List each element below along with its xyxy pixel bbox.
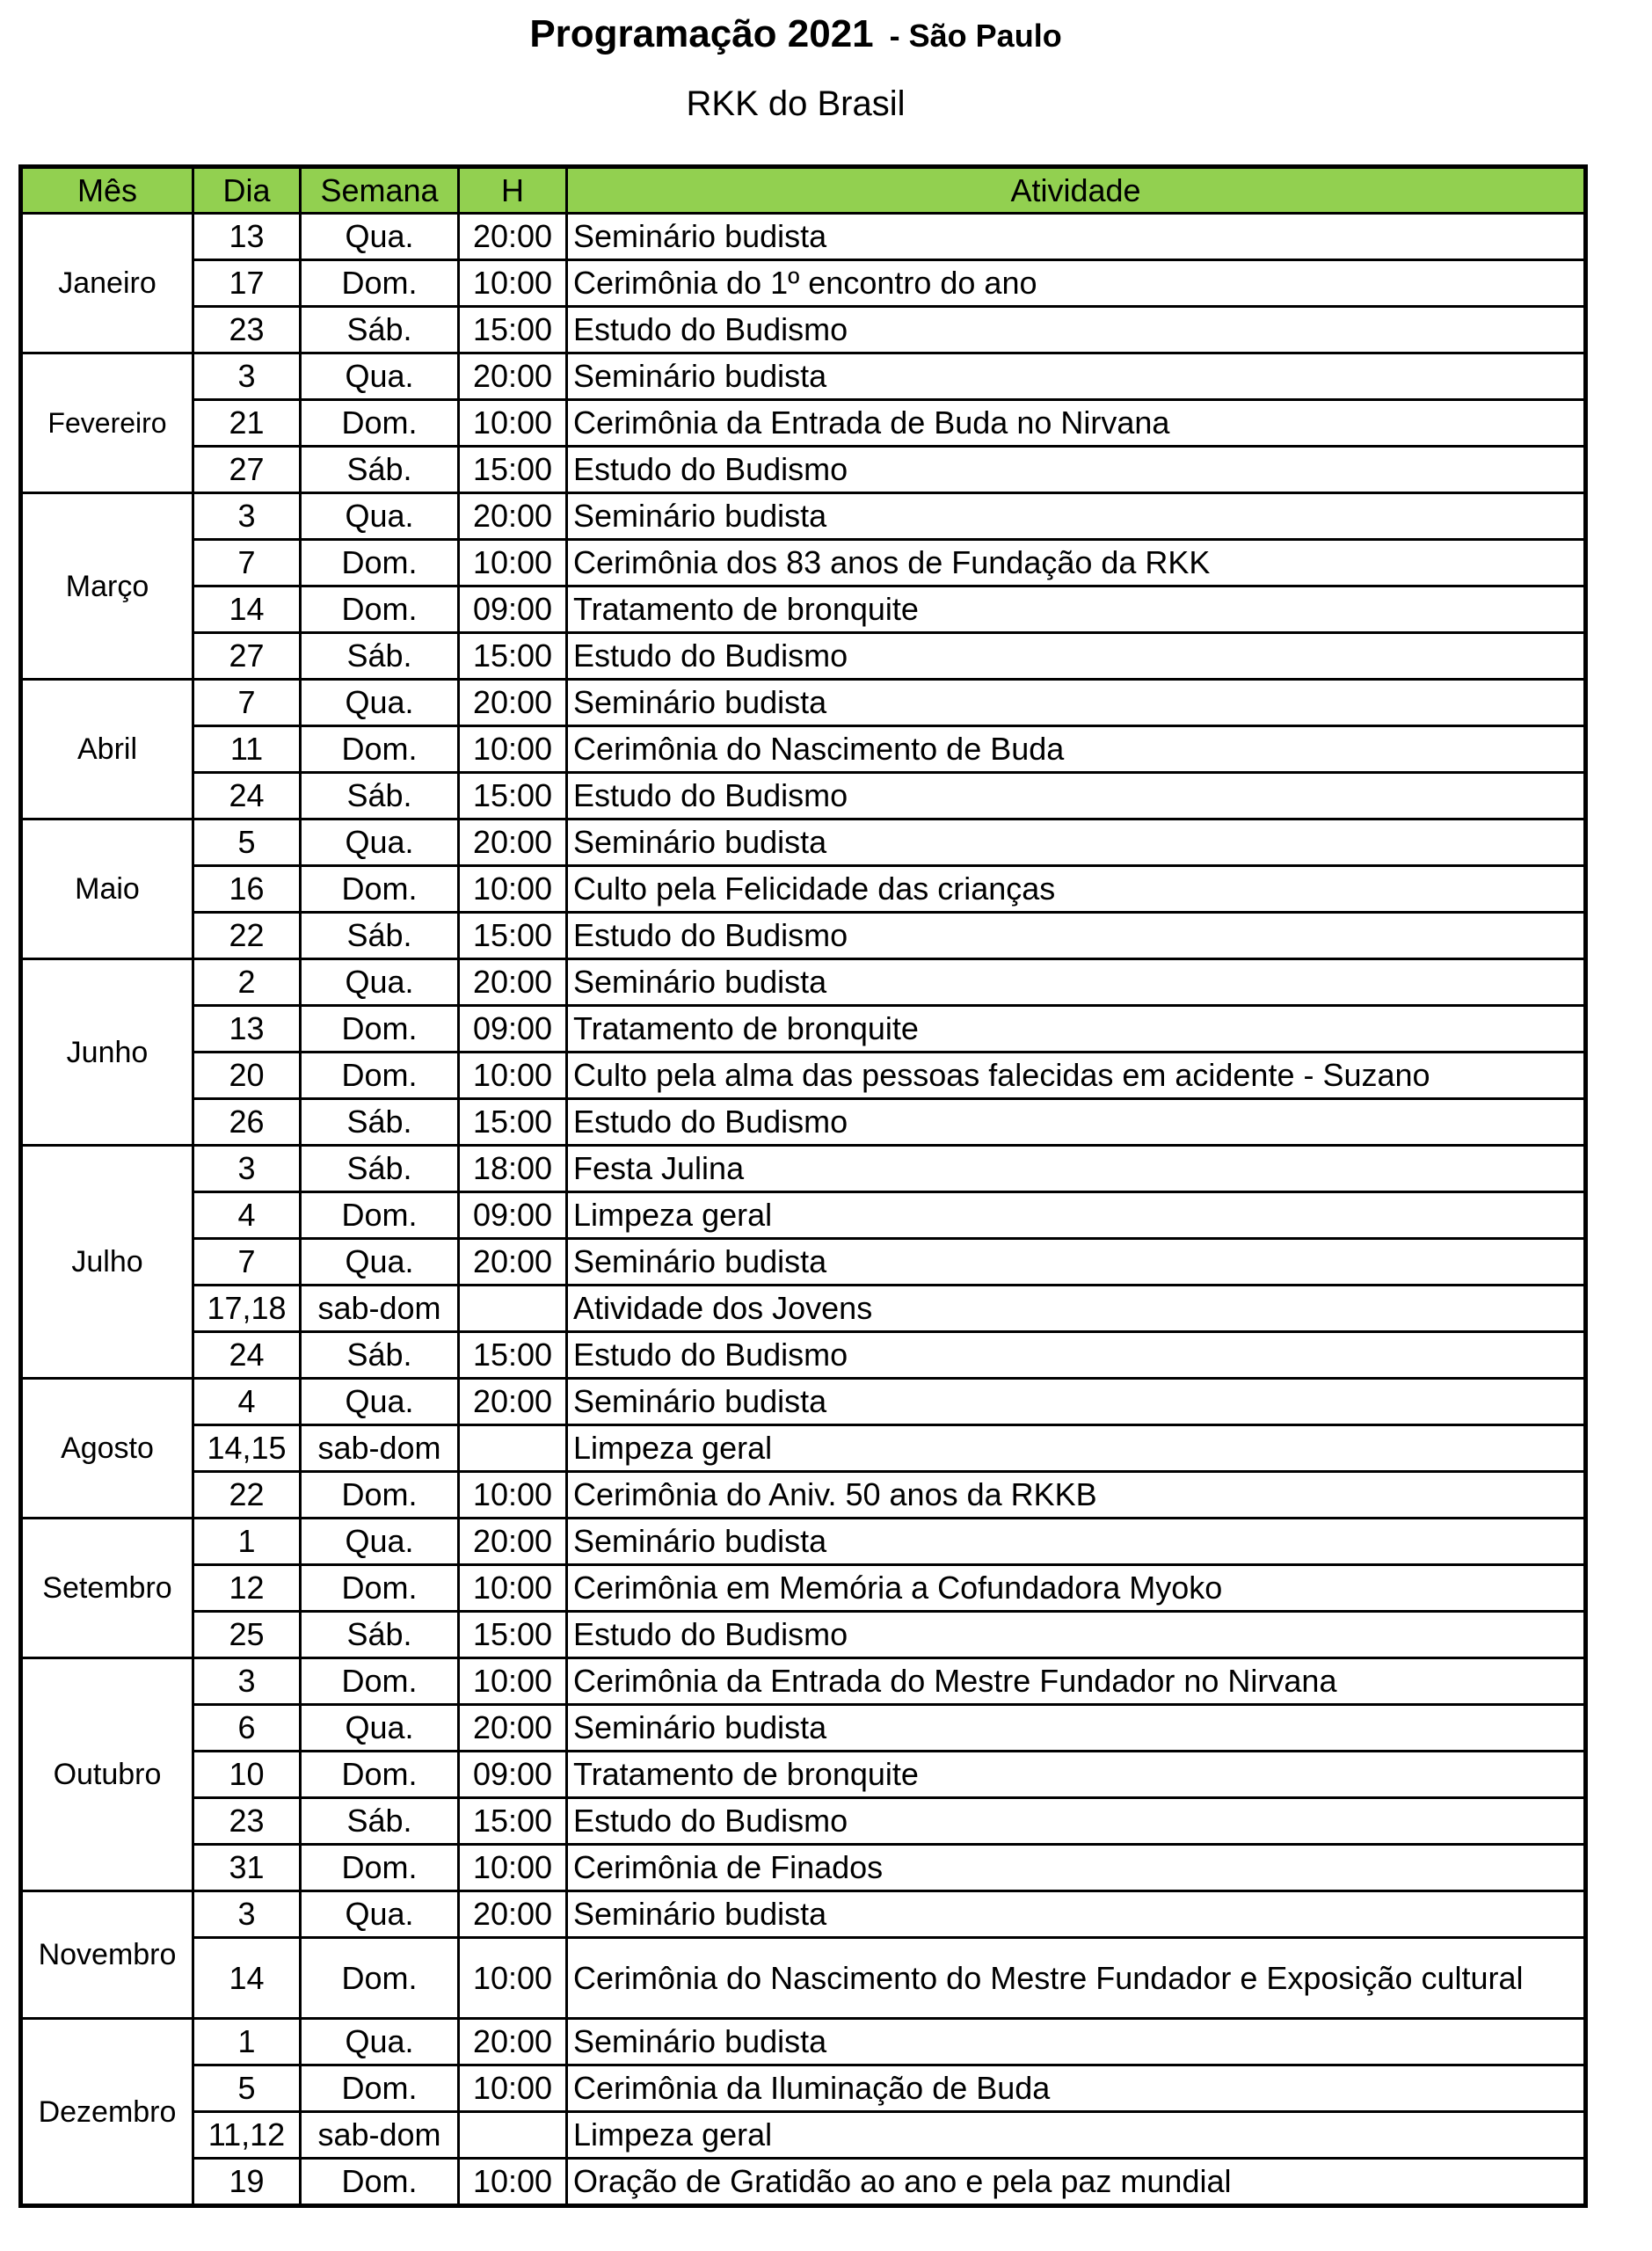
- table-row: [21, 1379, 1586, 1425]
- hour-cell: 10:00: [459, 1472, 567, 1519]
- hour-cell: 10:00: [459, 866, 567, 913]
- table-row: [21, 1286, 1586, 1332]
- weekday-cell: Sáb.: [301, 773, 459, 820]
- activity-cell: Culto pela Felicidade das crianças: [567, 866, 1586, 913]
- activity-cell: Seminário budista: [567, 1891, 1586, 1938]
- weekday-cell: Dom.: [301, 1006, 459, 1053]
- hour-cell: 20:00: [459, 1379, 567, 1425]
- day-cell: 14,15: [193, 1425, 301, 1472]
- day-cell: 12: [193, 1565, 301, 1612]
- hour-cell: 15:00: [459, 447, 567, 493]
- weekday-cell: Qua.: [301, 353, 459, 400]
- day-cell: 13: [193, 1006, 301, 1053]
- month-cell: Agosto: [21, 1379, 193, 1519]
- hour-cell: 20:00: [459, 959, 567, 1006]
- activity-cell: Estudo do Budismo: [567, 913, 1586, 959]
- day-cell: 22: [193, 913, 301, 959]
- weekday-cell: Qua.: [301, 820, 459, 866]
- weekday-cell: Sáb.: [301, 307, 459, 353]
- hour-cell: 09:00: [459, 1006, 567, 1053]
- table-row: [21, 2065, 1586, 2112]
- weekday-cell: Dom.: [301, 1658, 459, 1705]
- table-row: [21, 214, 1586, 260]
- column-header-activity: Atividade: [567, 167, 1586, 214]
- table-row: [21, 1192, 1586, 1239]
- hour-cell: 20:00: [459, 680, 567, 726]
- activity-cell: Cerimônia em Memória a Cofundadora Myoko: [567, 1565, 1586, 1612]
- activity-cell: Cerimônia dos 83 anos de Fundação da RKK: [567, 540, 1586, 586]
- weekday-cell: Qua.: [301, 680, 459, 726]
- activity-cell: Seminário budista: [567, 1379, 1586, 1425]
- hour-cell: 09:00: [459, 586, 567, 633]
- weekday-cell: Sáb.: [301, 913, 459, 959]
- hour-cell: 10:00: [459, 1565, 567, 1612]
- hour-cell: 20:00: [459, 1519, 567, 1565]
- table-row: [21, 959, 1586, 1006]
- day-cell: 25: [193, 1612, 301, 1658]
- table-row: [21, 680, 1586, 726]
- table-row: [21, 1612, 1586, 1658]
- weekday-cell: Qua.: [301, 1891, 459, 1938]
- hour-cell: 10:00: [459, 1845, 567, 1891]
- month-cell: Março: [21, 493, 193, 680]
- table-row: [21, 260, 1586, 307]
- table-row: [21, 913, 1586, 959]
- hour-cell: 15:00: [459, 1612, 567, 1658]
- table-row: [21, 1845, 1586, 1891]
- day-cell: 27: [193, 447, 301, 493]
- activity-cell: Seminário budista: [567, 680, 1586, 726]
- month-cell: Janeiro: [21, 214, 193, 353]
- table-row: [21, 1006, 1586, 1053]
- weekday-cell: Dom.: [301, 586, 459, 633]
- activity-cell: Limpeza geral: [567, 1192, 1586, 1239]
- month-cell: Novembro: [21, 1891, 193, 2019]
- month-cell: Dezembro: [21, 2019, 193, 2206]
- weekday-cell: Dom.: [301, 1472, 459, 1519]
- hour-cell: 15:00: [459, 307, 567, 353]
- day-cell: 10: [193, 1752, 301, 1798]
- day-cell: 31: [193, 1845, 301, 1891]
- day-cell: 20: [193, 1053, 301, 1099]
- activity-cell: Seminário budista: [567, 214, 1586, 260]
- day-cell: 4: [193, 1192, 301, 1239]
- table-row: [21, 820, 1586, 866]
- column-header-weekday: Semana: [301, 167, 459, 214]
- month-cell: Fevereiro: [21, 353, 193, 493]
- weekday-cell: Qua.: [301, 1239, 459, 1286]
- table-row: [21, 1658, 1586, 1705]
- day-cell: 3: [193, 353, 301, 400]
- table-row: [21, 633, 1586, 680]
- hour-cell: 20:00: [459, 2019, 567, 2065]
- table-row: [21, 1752, 1586, 1798]
- schedule-table: [18, 164, 1588, 2208]
- day-cell: 16: [193, 866, 301, 913]
- weekday-cell: Sáb.: [301, 1798, 459, 1845]
- table-row: [21, 2112, 1586, 2159]
- day-cell: 23: [193, 307, 301, 353]
- hour-cell: 20:00: [459, 353, 567, 400]
- activity-cell: Estudo do Budismo: [567, 633, 1586, 680]
- activity-cell: Atividade dos Jovens: [567, 1286, 1586, 1332]
- weekday-cell: Dom.: [301, 1752, 459, 1798]
- activity-cell: Cerimônia da Iluminação de Buda: [567, 2065, 1586, 2112]
- table-row: [21, 447, 1586, 493]
- hour-cell: 20:00: [459, 1891, 567, 1938]
- weekday-cell: Qua.: [301, 2019, 459, 2065]
- activity-cell: Festa Julina: [567, 1146, 1586, 1192]
- weekday-cell: Qua.: [301, 214, 459, 260]
- activity-cell: Seminário budista: [567, 820, 1586, 866]
- table-row: [21, 1146, 1586, 1192]
- activity-cell: Seminário budista: [567, 493, 1586, 540]
- day-cell: 23: [193, 1798, 301, 1845]
- activity-cell: Seminário budista: [567, 1239, 1586, 1286]
- table-row: [21, 1798, 1586, 1845]
- title-location: - São Paulo: [889, 18, 1062, 54]
- activity-cell: Cerimônia da Entrada de Buda no Nirvana: [567, 400, 1586, 447]
- weekday-cell: Sáb.: [301, 633, 459, 680]
- weekday-cell: sab-dom: [301, 1286, 459, 1332]
- weekday-cell: Dom.: [301, 540, 459, 586]
- weekday-cell: Dom.: [301, 1192, 459, 1239]
- weekday-cell: Qua.: [301, 959, 459, 1006]
- activity-cell: Tratamento de bronquite: [567, 1006, 1586, 1053]
- table-row: [21, 1332, 1586, 1379]
- weekday-cell: Dom.: [301, 2065, 459, 2112]
- weekday-cell: Dom.: [301, 260, 459, 307]
- day-cell: 5: [193, 2065, 301, 2112]
- activity-cell: Cerimônia do 1º encontro do ano: [567, 260, 1586, 307]
- activity-cell: Seminário budista: [567, 1519, 1586, 1565]
- day-cell: 17,18: [193, 1286, 301, 1332]
- month-cell: Julho: [21, 1146, 193, 1379]
- hour-cell: 20:00: [459, 214, 567, 260]
- month-cell: Outubro: [21, 1658, 193, 1891]
- page-subtitle: RKK do Brasil: [686, 84, 906, 123]
- hour-cell: 15:00: [459, 773, 567, 820]
- hour-cell: 10:00: [459, 1938, 567, 2019]
- weekday-cell: Dom.: [301, 1053, 459, 1099]
- hour-cell: [459, 2112, 567, 2159]
- table-row: [21, 353, 1586, 400]
- hour-cell: 18:00: [459, 1146, 567, 1192]
- activity-cell: Estudo do Budismo: [567, 1612, 1586, 1658]
- day-cell: 3: [193, 1891, 301, 1938]
- day-cell: 26: [193, 1099, 301, 1146]
- activity-cell: Limpeza geral: [567, 2112, 1586, 2159]
- hour-cell: [459, 1286, 567, 1332]
- day-cell: 24: [193, 773, 301, 820]
- day-cell: 1: [193, 2019, 301, 2065]
- activity-cell: Limpeza geral: [567, 1425, 1586, 1472]
- table-row: [21, 2019, 1586, 2065]
- table-row: [21, 2159, 1586, 2206]
- day-cell: 22: [193, 1472, 301, 1519]
- weekday-cell: Sáb.: [301, 1099, 459, 1146]
- weekday-cell: Dom.: [301, 1938, 459, 2019]
- day-cell: 3: [193, 493, 301, 540]
- weekday-cell: Dom.: [301, 1845, 459, 1891]
- table-row: [21, 586, 1586, 633]
- day-cell: 11,12: [193, 2112, 301, 2159]
- column-header-hour: H: [459, 167, 567, 214]
- month-cell: Setembro: [21, 1519, 193, 1658]
- day-cell: 14: [193, 586, 301, 633]
- table-row: [21, 493, 1586, 540]
- table-row: [21, 307, 1586, 353]
- hour-cell: 10:00: [459, 2065, 567, 2112]
- weekday-cell: Dom.: [301, 1565, 459, 1612]
- table-row: [21, 1099, 1586, 1146]
- hour-cell: [459, 1425, 567, 1472]
- weekday-cell: Dom.: [301, 2159, 459, 2206]
- table-row: [21, 1565, 1586, 1612]
- month-cell: Maio: [21, 820, 193, 959]
- hour-cell: 20:00: [459, 1239, 567, 1286]
- hour-cell: 20:00: [459, 1705, 567, 1752]
- weekday-cell: Sáb.: [301, 447, 459, 493]
- hour-cell: 10:00: [459, 726, 567, 773]
- month-cell: Junho: [21, 959, 193, 1146]
- table-row: [21, 1938, 1586, 2019]
- table-row: [21, 1891, 1586, 1938]
- activity-cell: Estudo do Budismo: [567, 447, 1586, 493]
- day-cell: 3: [193, 1146, 301, 1192]
- activity-cell: Estudo do Budismo: [567, 307, 1586, 353]
- weekday-cell: Dom.: [301, 400, 459, 447]
- weekday-cell: sab-dom: [301, 2112, 459, 2159]
- activity-cell: Estudo do Budismo: [567, 1798, 1586, 1845]
- activity-cell: Oração de Gratidão ao ano e pela paz mundial: [567, 2159, 1586, 2206]
- day-cell: 1: [193, 1519, 301, 1565]
- day-cell: 19: [193, 2159, 301, 2206]
- column-header-day: Dia: [193, 167, 301, 214]
- table-row: [21, 773, 1586, 820]
- title-main: Programação 2021: [529, 12, 874, 55]
- activity-cell: Cerimônia do Nascimento do Mestre Fundador e Exposição cultural: [567, 1938, 1586, 2019]
- hour-cell: 15:00: [459, 1332, 567, 1379]
- page-title: [0, 12, 1591, 56]
- hour-cell: 09:00: [459, 1752, 567, 1798]
- activity-cell: Cerimônia da Entrada do Mestre Fundador no Nirvana: [567, 1658, 1586, 1705]
- hour-cell: 20:00: [459, 493, 567, 540]
- table-row: [21, 1053, 1586, 1099]
- activity-cell: Estudo do Budismo: [567, 1332, 1586, 1379]
- column-header-month: Mês: [21, 167, 193, 214]
- hour-cell: 15:00: [459, 1099, 567, 1146]
- weekday-cell: Qua.: [301, 493, 459, 540]
- table-row: [21, 1239, 1586, 1286]
- day-cell: 27: [193, 633, 301, 680]
- hour-cell: 20:00: [459, 820, 567, 866]
- activity-cell: Seminário budista: [567, 1705, 1586, 1752]
- weekday-cell: Sáb.: [301, 1612, 459, 1658]
- table-row: [21, 866, 1586, 913]
- hour-cell: 15:00: [459, 913, 567, 959]
- table-row: [21, 1705, 1586, 1752]
- table-header-row: [21, 167, 1586, 214]
- activity-cell: Cerimônia do Aniv. 50 anos da RKKB: [567, 1472, 1586, 1519]
- activity-cell: Cerimônia do Nascimento de Buda: [567, 726, 1586, 773]
- day-cell: 11: [193, 726, 301, 773]
- table-row: [21, 400, 1586, 447]
- hour-cell: 10:00: [459, 1053, 567, 1099]
- day-cell: 14: [193, 1938, 301, 2019]
- day-cell: 21: [193, 400, 301, 447]
- hour-cell: 10:00: [459, 1658, 567, 1705]
- hour-cell: 10:00: [459, 400, 567, 447]
- day-cell: 24: [193, 1332, 301, 1379]
- hour-cell: 10:00: [459, 540, 567, 586]
- day-cell: 17: [193, 260, 301, 307]
- activity-cell: Cerimônia de Finados: [567, 1845, 1586, 1891]
- day-cell: 7: [193, 680, 301, 726]
- day-cell: 4: [193, 1379, 301, 1425]
- day-cell: 7: [193, 540, 301, 586]
- activity-cell: Tratamento de bronquite: [567, 586, 1586, 633]
- table-row: [21, 1472, 1586, 1519]
- day-cell: 2: [193, 959, 301, 1006]
- activity-cell: Seminário budista: [567, 353, 1586, 400]
- activity-cell: Tratamento de bronquite: [567, 1752, 1586, 1798]
- activity-cell: Estudo do Budismo: [567, 773, 1586, 820]
- schedule-body: [21, 214, 1586, 2206]
- weekday-cell: Qua.: [301, 1705, 459, 1752]
- weekday-cell: Sáb.: [301, 1332, 459, 1379]
- day-cell: 6: [193, 1705, 301, 1752]
- activity-cell: Seminário budista: [567, 2019, 1586, 2065]
- table-row: [21, 540, 1586, 586]
- hour-cell: 15:00: [459, 1798, 567, 1845]
- month-cell: Abril: [21, 680, 193, 820]
- table-row: [21, 1519, 1586, 1565]
- day-cell: 13: [193, 214, 301, 260]
- weekday-cell: Sáb.: [301, 1146, 459, 1192]
- weekday-cell: Dom.: [301, 866, 459, 913]
- day-cell: 7: [193, 1239, 301, 1286]
- activity-cell: Culto pela alma das pessoas falecidas em acidente - Suzano: [567, 1053, 1586, 1099]
- day-cell: 5: [193, 820, 301, 866]
- table-row: [21, 726, 1586, 773]
- hour-cell: 09:00: [459, 1192, 567, 1239]
- table-row: [21, 1425, 1586, 1472]
- weekday-cell: Dom.: [301, 726, 459, 773]
- weekday-cell: sab-dom: [301, 1425, 459, 1472]
- activity-cell: Seminário budista: [567, 959, 1586, 1006]
- weekday-cell: Qua.: [301, 1519, 459, 1565]
- hour-cell: 10:00: [459, 2159, 567, 2206]
- weekday-cell: Qua.: [301, 1379, 459, 1425]
- activity-cell: Estudo do Budismo: [567, 1099, 1586, 1146]
- hour-cell: 15:00: [459, 633, 567, 680]
- hour-cell: 10:00: [459, 260, 567, 307]
- day-cell: 3: [193, 1658, 301, 1705]
